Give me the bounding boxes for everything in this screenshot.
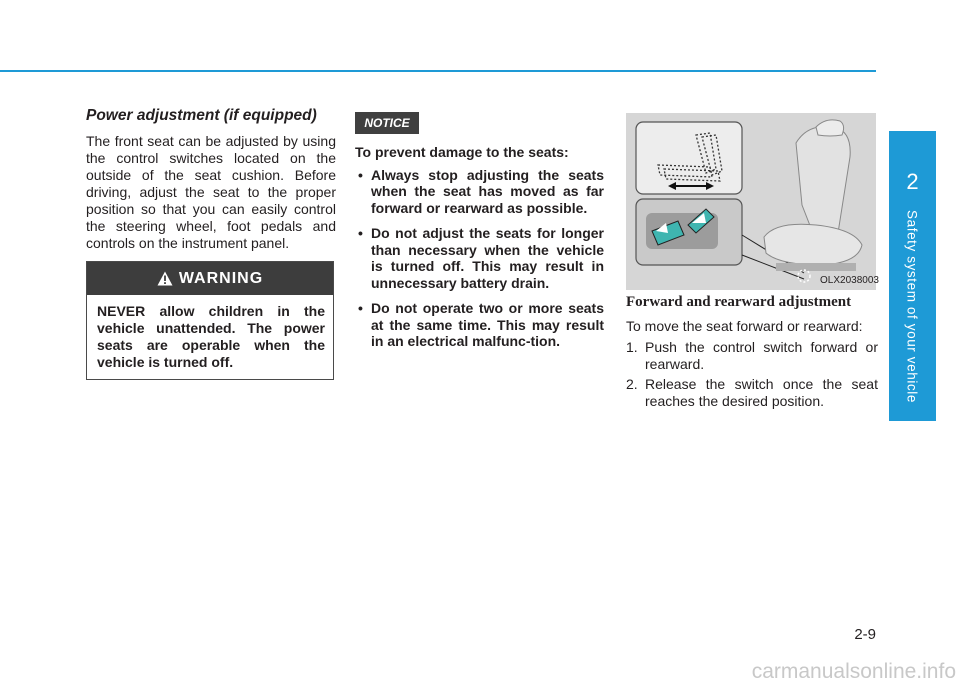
notice-item: • Always stop adjusting the seats when the seat has moved as far forward or rearward as possible. (355, 167, 604, 217)
notice-item: • Do not operate two or more seats at the same time. This may result in an electrical malfunc-tion. (355, 300, 604, 350)
step-item (626, 376, 878, 410)
step-item (626, 339, 878, 373)
subsection-intro: To move the seat forward or rearward: (626, 318, 863, 334)
warning-title: WARNING (178, 269, 264, 287)
figure-code: OLX2038003 (820, 275, 879, 286)
seat-illustration (626, 113, 876, 290)
power-seat-image (626, 113, 876, 290)
step-number: 2. (626, 376, 638, 392)
chapter-tab (889, 131, 936, 421)
warning-header (87, 262, 333, 295)
notice-section (355, 144, 604, 359)
section-heading: Power adjustment (if equipped) (86, 107, 317, 124)
notice-item: • Do not adjust the seats for longer than necessary when the vehicle is turned off. This may result in unnecessary battery drain. (355, 225, 604, 291)
page-number: 2-9 (854, 626, 876, 643)
section-body: The front seat can be adjusted by using the control switches located on the outside of the seat cushion. Before driving, adjust the seat to the proper position so that you can easily control the steering wheel, foot pedals and controls on the instrument panel. (86, 133, 336, 251)
step-text: Push the control switch forward or rearward. (645, 339, 878, 372)
warning-text: NEVER allow children in the vehicle unattended. The power seats are operable when the vehicle is turned off. (97, 303, 325, 370)
steps-list (626, 339, 878, 410)
notice-list (355, 167, 604, 350)
notice-intro: To prevent damage to the seats: (355, 144, 569, 160)
subsection-heading: Forward and rearward adjustment (626, 294, 852, 310)
chapter-title: Safety system of your vehicle (904, 209, 920, 403)
step-text: Release the switch once the seat reaches the desired position. (645, 376, 878, 409)
watermark: carmanualsonline.info (751, 660, 956, 683)
step-number: 1. (626, 339, 638, 355)
chapter-number: 2 (906, 169, 919, 194)
power-adjustment-section (86, 107, 336, 252)
header-rule (0, 70, 876, 72)
notice-badge: NOTICE (355, 112, 419, 134)
warning-box (86, 261, 334, 380)
warning-triangle-icon (157, 271, 173, 286)
forward-rearward-section (626, 294, 878, 413)
